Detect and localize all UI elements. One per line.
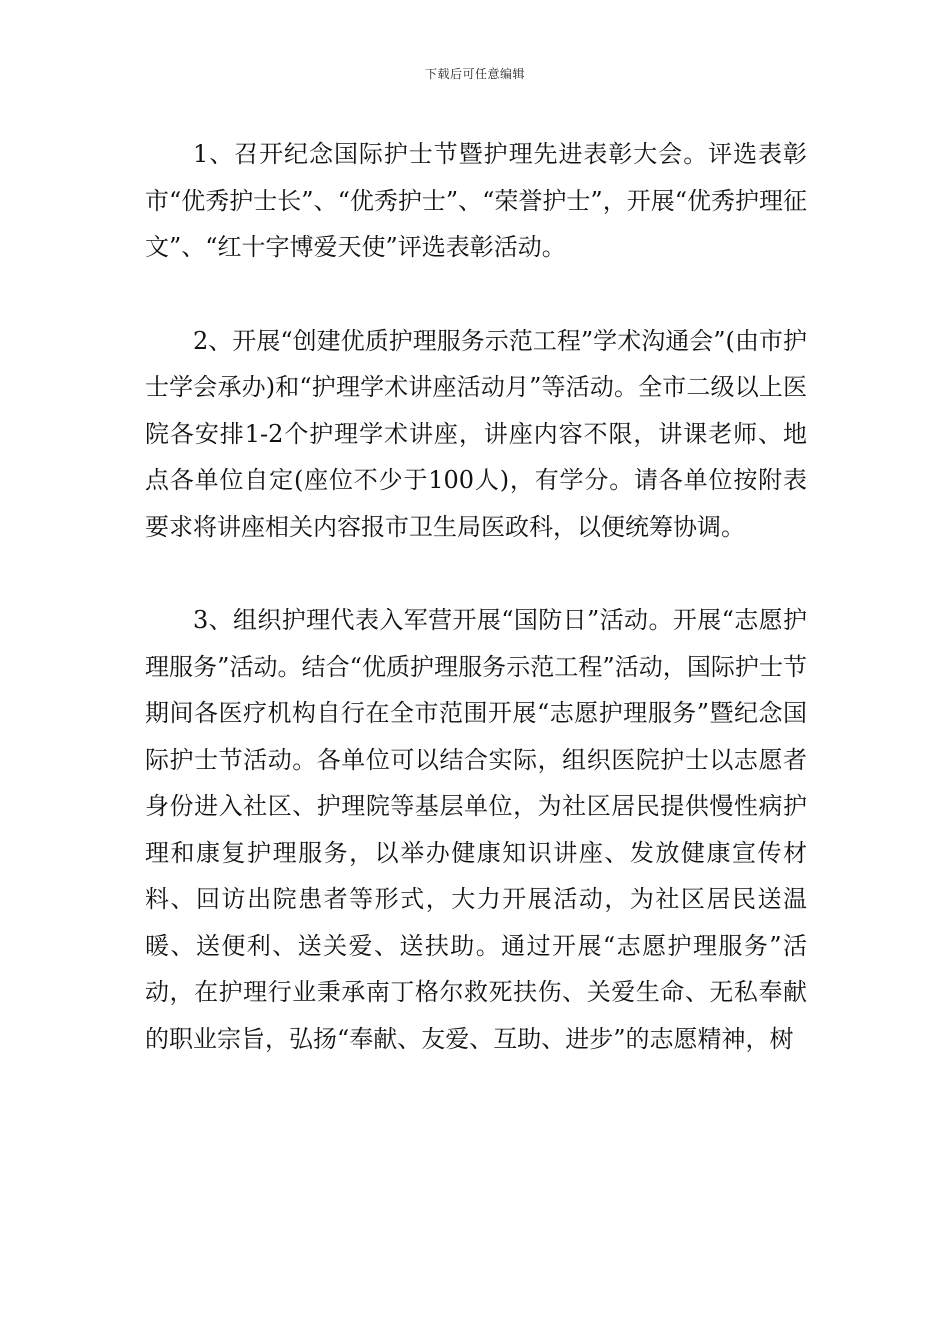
- page-header: 下载后可任意编辑: [424, 67, 525, 81]
- document-body: [145, 131, 807, 1062]
- paragraph-3: 3、组织护理代表入军营开展“国防日”活动。开展“志愿护理服务”活动。结合“优质护理服务示范工程”活动，国际护士节期间各医疗机构自行在全市范围开展“志愿护理服务”暨纪念国际护士节活动。各单位可以结合实际，组织医院护士以志愿者身份进入社区、护理院等基层单位，为社区居民提供慢性病护理和康复护理服务，以举办健康知识讲座、发放健康宣传材料、回访出院患者等形式，大力开展活动，为社区居民送温暖、送便利、送关爱、送扶助。通过开展“志愿护理服务”活动，在护理行业秉承南丁格尔救死扶伤、关爱生命、无私奉献的职业宗旨，弘扬“奉献、友爱、互助、进步”的志愿精神，树: [145, 606, 807, 1053]
- paragraph-2: 2、开展“创建优质护理服务示范工程”学术沟通会”(由市护士学会承办)和“护理学术讲座活动月”等活动。全市二级以上医院各安排1-2个护理学术讲座，讲座内容不限，讲课老师、地点各单位自定(座位不少于100人)，有学分。请各单位按附表要求将讲座相关内容报市卫生局医政科，以便统筹协调。: [145, 326, 807, 541]
- paragraph-1: 1、召开纪念国际护士节暨护理先进表彰大会。评选表彰市“优秀护士长”、“优秀护士”、“荣誉护士”，开展“优秀护理征文”、“红十字博爱天使”评选表彰活动。: [145, 140, 807, 261]
